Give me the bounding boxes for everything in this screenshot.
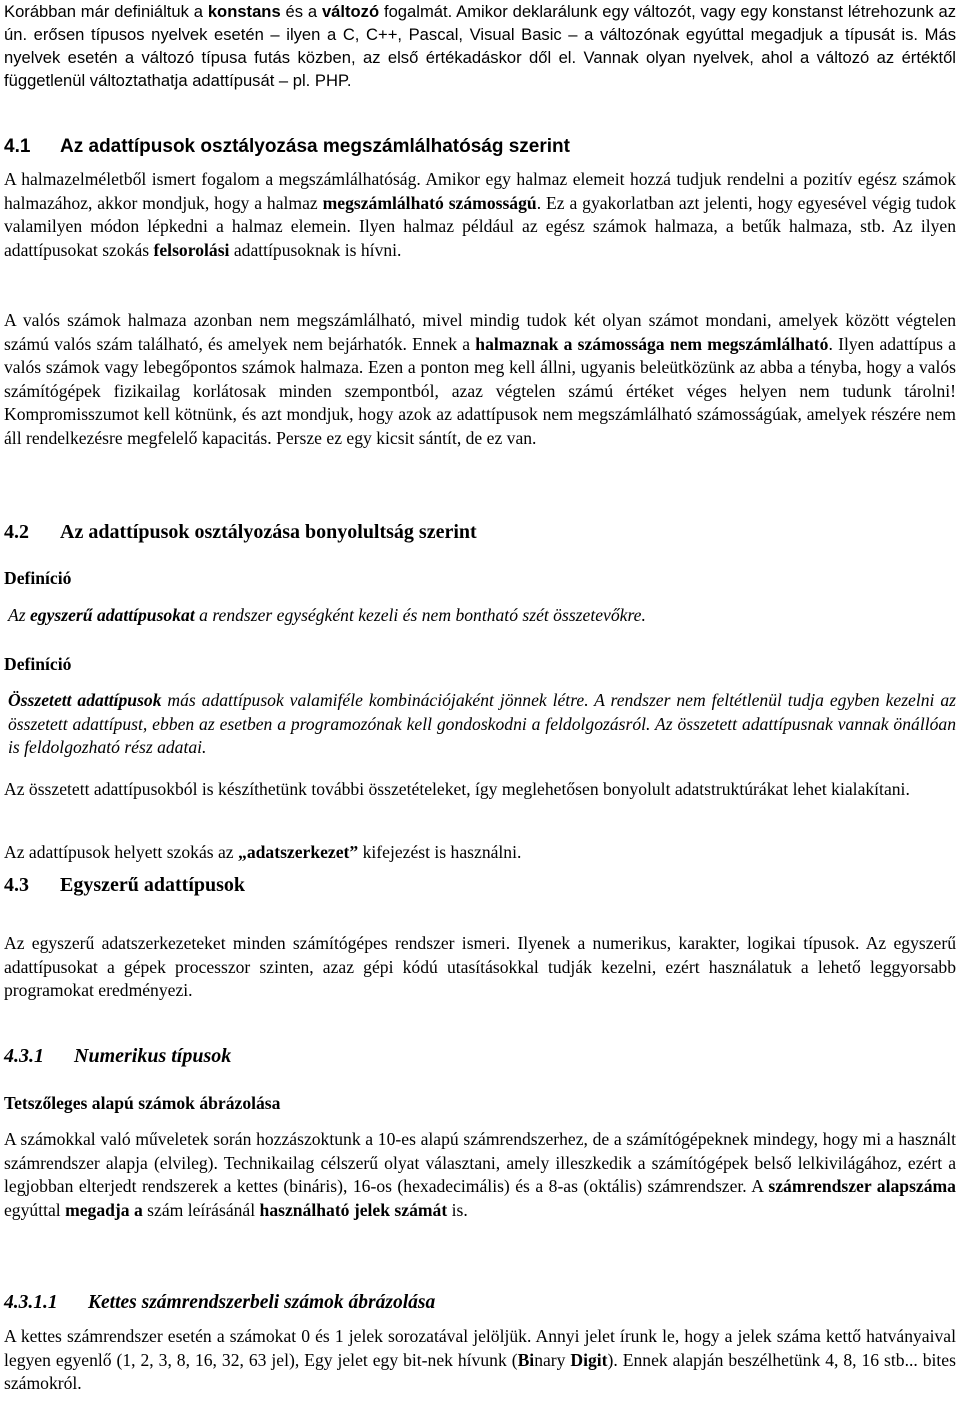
section-heading-4-3-1-1: [4, 1292, 435, 1314]
section-number: 4.3.1.1: [4, 1292, 58, 1313]
text-run: egyúttal: [4, 1199, 66, 1220]
text-run: ). Ennek alapján beszélhetünk 4, 8, 16 stb... bites számokról.: [4, 1349, 956, 1393]
text-run: A számokkal való műveletek során hozzászoktunk a 10-es alapú számrendszerhez, de a számítógépeknek mindegy, hogy mi a használt számrendszer alapja (elvileg). Technikailag célszerű olyat választani, amely illeszkedik a számítógépek belső lelkivilágához, ezért a legjobban elterjedt rendszerek a kettes (bináris), 16-os (hexadecimális) és a 8-as (oktális) számrendszer. A: [4, 1129, 956, 1196]
keyword-konstans: konstans: [207, 2, 281, 21]
paragraph-number-bases: [4, 1128, 956, 1222]
bold-term: felsorolási: [153, 239, 230, 260]
bold-term: számrendszer alapszáma: [768, 1176, 956, 1196]
text-run: szám leírásánál: [142, 1199, 260, 1220]
text-run: adattípusoknak is hívni.: [229, 239, 402, 260]
text-run: Korábban már definiáltuk a: [4, 2, 208, 21]
section-title: Az adattípusok osztályozása megszámlálhatóság szerint: [60, 136, 570, 157]
text-run: A halmazelméletből ismert fogalom a megszámlálhatóság. Amikor egy halmaz elemeit hozzá tudjuk rendelni a pozitív egész számok halmazához, akkor mondjuk, hogy a halmaz: [4, 169, 956, 213]
section-heading-4-2: [4, 521, 477, 544]
text-run: fogalmát. Amikor deklarálunk egy változót, vagy egy konstanst létrehozunk az ún. erősen típusos nyelvek esetén – ilyen a C, C++, Pascal, Visual Basic – a változónak egyúttal megadjuk a típusát is. Más nyelvek esetén a változó típusa futás közben, az első értékadáskor dől el. Vannak olyan nyelvek, ahol a változó az értéktől függetlenül változtathatja adattípusát – pl. PHP.: [4, 2, 956, 90]
section-number: 4.3: [4, 874, 29, 896]
bold-term: Bi: [517, 1349, 535, 1370]
paragraph-binary: [4, 1325, 956, 1396]
text-run: nary: [534, 1349, 571, 1370]
bold-term: „adatszerkezet”: [238, 842, 359, 862]
bold-term: megadja a: [65, 1199, 143, 1220]
paragraph-composite: [4, 778, 956, 802]
text-run: . Ilyen adattípus a valós számok vagy lebegőpontos számok halmaza. Ezen a ponton meg kell állni, ugyanis beleütközünk az abba a tényba, hogy a valós számítógépek fizikailag korlátosak minden szempontból, azaz végtelen számú értéket véges helyen nem tudunk tárolni! Kompromisszumot kell kötnünk, és azt mondjuk, hogy azok az adattípusok nem megszámlálható számosságúak, amelyek részére nem áll rendelkezésre megfelelő kapacitás. Persze ez egy kicsit sántít, de ez van.: [4, 333, 956, 448]
section-title: Numerikus típusok: [74, 1045, 232, 1067]
section-heading-4-3-1: [4, 1045, 231, 1068]
text-run: Az egyszerű adatszerkezeteket minden számítógépes rendszer ismeri. Ilyenek a numerikus, karakter, logikai típusok. Az egyszerű adattípusokat a gépek processzor szinten, azaz gépi kódú utasításokkal tudják kezelni, ezért használatuk a lehető leggyorsabb programokat eredményezi.: [4, 933, 956, 1000]
section-title: Az adattípusok osztályozása bonyolultság szerint: [60, 521, 477, 543]
section-title: Kettes számrendszerbeli számok ábrázolása: [88, 1292, 436, 1313]
bold-term: egyszerű adattípusokat: [30, 605, 195, 625]
text-run: Az: [8, 605, 30, 625]
text-run: Az adattípusok helyett szokás az: [4, 842, 239, 862]
section-number: 4.2: [4, 521, 29, 543]
definition-label: Definíció: [4, 568, 72, 588]
definition-label: Definíció: [4, 654, 72, 674]
section-heading-4-3: [4, 874, 245, 897]
text-run: A valós számok halmaza azonban nem megszámlálható, mivel mindig tudok két olyan számot mondani, amelyek között végtelen számú valós szám található, és amelyek nem bejárhatók. Ennek a: [4, 310, 956, 354]
definition-composite-types: [8, 689, 956, 760]
text-run: A kettes számrendszer esetén a számokat 0 és 1 jelek sorozatával jelöljük. Annyi jelet írunk le, hogy a jelek száma kettő hatványaival legyen egyenlő (1, 2, 3, 8, 16, 32, 63 jel), Egy jelet egy bit-nek hívunk (: [4, 1326, 956, 1370]
bold-term: Összetett adattípusok: [8, 690, 162, 710]
paragraph-simple-types: [4, 932, 956, 1003]
paragraph-countability: [4, 168, 956, 262]
bold-term: Digit: [570, 1349, 608, 1370]
definition-simple-types: [8, 604, 956, 628]
section-title: Egyszerű adattípusok: [60, 874, 246, 896]
section-number: 4.1: [4, 136, 31, 157]
text-run: kifejezést is használni.: [358, 842, 522, 862]
text-run: a rendszer egységként kezeli és nem bontható szét összetevőkre.: [194, 605, 646, 625]
paragraph-real-numbers: [4, 309, 956, 450]
bold-term: halmaznak a számossága nem megszámlálható: [475, 333, 829, 354]
text-run: Az összetett adattípusokból is készíthetünk további összetételeket, így meglehetősen bonyolult adatstruktúrákat lehet kialakítani.: [4, 779, 910, 799]
subsection-label: Tetszőleges alapú számok ábrázolása: [4, 1093, 281, 1113]
keyword-valtozo: változó: [321, 2, 380, 21]
bold-term: használható jelek számát: [259, 1199, 448, 1220]
intro-paragraph: [4, 0, 956, 92]
text-run: és a: [280, 2, 322, 21]
section-heading-4-1: [4, 136, 570, 158]
paragraph-data-structure: [4, 841, 956, 865]
section-number: 4.3.1: [4, 1045, 44, 1067]
text-run: is.: [447, 1199, 468, 1220]
text-run: . Ez a gyakorlatban azt jelenti, hogy egyesével végig tudok valamilyen módon lépkedni a halmaz elemein. Ilyen halmaz például az egész számok halmaza, a betűk halmaza, stb. Az ilyen adattípusokat szokás: [4, 192, 956, 260]
bold-term: megszámlálható számosságú: [322, 192, 537, 213]
text-run: más adattípusok valamiféle kombinációjaként jönnek létre. A rendszer nem feltétlenül tudja egyben kezelni az összetett adattípust, ebben az esetben a programozónak kell gondoskodni a feldolgozásról. Az összetett adattípusnak vannak önállóan is feldolgozható rész adatai.: [8, 690, 956, 757]
